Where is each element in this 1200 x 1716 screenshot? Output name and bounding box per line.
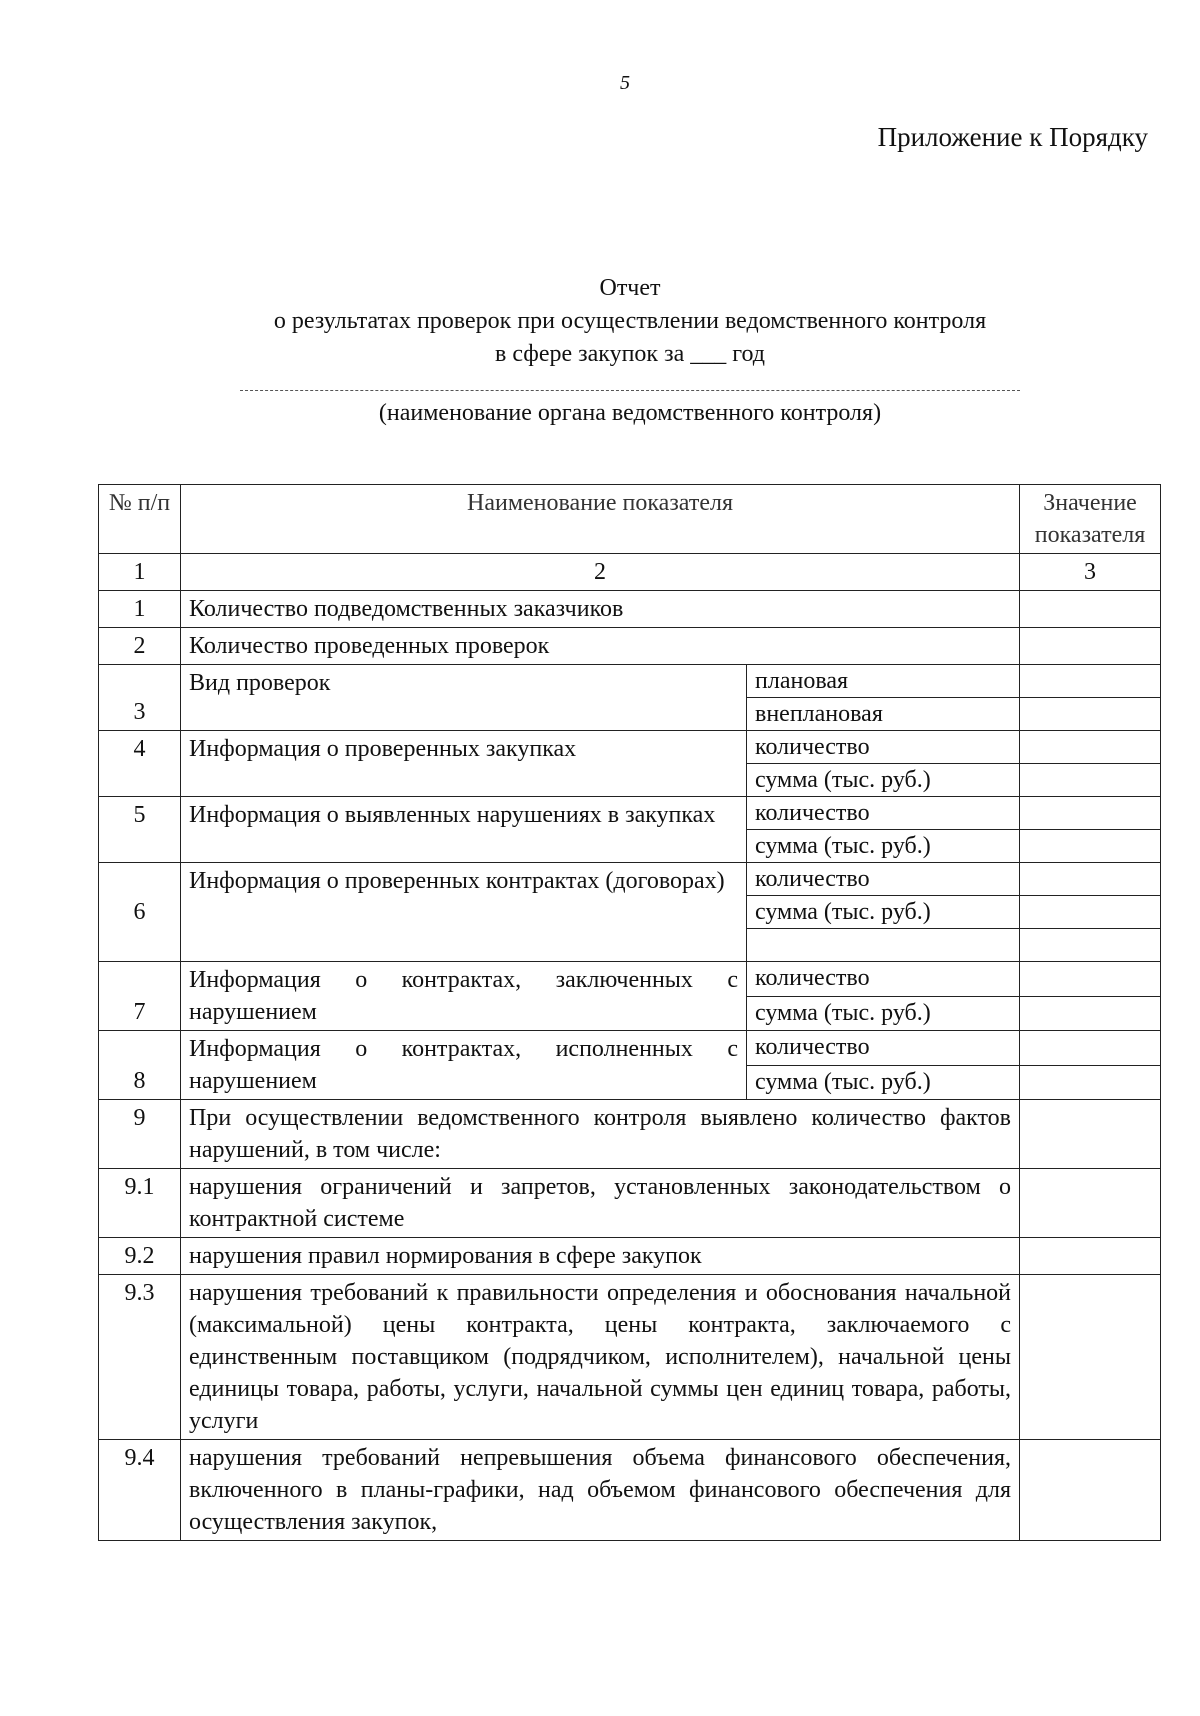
table-row [99,1238,1161,1275]
unit-empty [747,929,1020,962]
row-value[interactable] [1020,896,1161,929]
header-value: Значение показателя [1020,485,1161,554]
unit-sum: сумма (тыс. руб.) [747,764,1020,797]
table-row [99,1100,1161,1169]
table-row [99,797,1161,830]
row-name: Информация о проверенных контрактах (договорах) [181,863,747,962]
table-row [99,863,1161,896]
row-name: Количество подведомственных заказчиков [181,591,1020,628]
row-value[interactable] [1020,628,1161,665]
header-name: Наименование показателя [181,485,1020,554]
row-num: 8 [99,1031,181,1100]
row-value[interactable] [1020,1440,1161,1541]
col-number-3: 3 [1020,554,1161,591]
org-name-line [240,390,1020,391]
row-value[interactable] [1020,1238,1161,1275]
row-name: При осуществлении ведомственного контроля выявлено количество фактов нарушений, в том числе: [181,1100,1020,1169]
row-value[interactable] [1020,996,1161,1031]
appendix-label: Приложение к Порядку [877,122,1148,152]
table-row [99,1031,1161,1066]
row-num: 7 [99,962,181,1031]
table-row [99,1169,1161,1238]
row-value[interactable] [1020,1065,1161,1100]
row-value[interactable] [1020,731,1161,764]
row-value[interactable] [1020,665,1161,698]
row-num: 5 [99,797,181,863]
row-num: 9.2 [99,1238,181,1275]
row-value[interactable] [1020,797,1161,830]
table-row [99,1440,1161,1541]
row-num: 4 [99,731,181,797]
col-number-2: 2 [181,554,1020,591]
unit-sum: сумма (тыс. руб.) [747,1065,1020,1100]
unit-count: количество [747,797,1020,830]
table-row [99,962,1161,997]
row-value[interactable] [1020,1169,1161,1238]
table-header-row [99,485,1161,554]
unit-unplanned: внеплановая [747,698,1020,731]
unit-count: количество [747,1031,1020,1066]
row-value[interactable] [1020,764,1161,797]
org-caption: (наименование органа ведомственного контроля) [378,400,882,426]
row-name: Информация о контрактах, исполненных с нарушением [181,1031,747,1100]
row-name: нарушения правил нормирования в сфере закупок [181,1238,1020,1275]
row-num: 2 [99,628,181,665]
row-name: Вид проверок [181,665,747,731]
row-value[interactable] [1020,591,1161,628]
row-value[interactable] [1020,830,1161,863]
row-name: Информация о выявленных нарушениях в закупках [181,797,747,863]
table-row [99,731,1161,764]
row-value[interactable] [1020,929,1161,962]
row-name: нарушения ограничений и запретов, установленных законодательством о контрактной системе [181,1169,1020,1238]
col-number-1: 1 [99,554,181,591]
row-num: 9.3 [99,1275,181,1440]
table-row [99,665,1161,698]
row-num: 1 [99,591,181,628]
row-value[interactable] [1020,698,1161,731]
unit-sum: сумма (тыс. руб.) [747,830,1020,863]
row-num: 9 [99,1100,181,1169]
row-name: Количество проведенных проверок [181,628,1020,665]
unit-sum: сумма (тыс. руб.) [747,896,1020,929]
unit-count: количество [747,962,1020,997]
row-num: 6 [99,863,181,962]
table-row [99,1275,1161,1440]
row-name: нарушения требований непревышения объема финансового обеспечения, включенного в планы-графики, над объемом финансового обеспечения для осуществления закупок, [181,1440,1020,1541]
report-title [150,272,1110,371]
row-value[interactable] [1020,1275,1161,1440]
title-line-3: в сфере закупок за ___ год [495,341,765,367]
title-line-2: о результатах проверок при осуществлении ведомственного контроля [273,308,987,334]
unit-count: количество [747,863,1020,896]
header-num: № п/п [99,485,181,554]
unit-sum: сумма (тыс. руб.) [747,996,1020,1031]
row-num: 9.4 [99,1440,181,1541]
title-line-1: Отчет [599,275,661,301]
page-number: 5 [620,72,630,94]
row-name: Информация о контрактах, заключенных с нарушением [181,962,747,1031]
unit-planned: плановая [747,665,1020,698]
row-value[interactable] [1020,1100,1161,1169]
column-numbers-row [99,554,1161,591]
row-name: нарушения требований к правильности определения и обоснования начальной (максимальной) цены контракта, цены контракта, заключаемого с единственным поставщиком (подрядчиком, исполнителем), начальной цены единицы товара, работы, услуги, начальной суммы цен единиц товара, работы, услуги [181,1275,1020,1440]
row-value[interactable] [1020,863,1161,896]
table-row [99,591,1161,628]
row-name: Информация о проверенных закупках [181,731,747,797]
unit-count: количество [747,731,1020,764]
row-value[interactable] [1020,1031,1161,1066]
row-num: 9.1 [99,1169,181,1238]
row-num: 3 [99,665,181,731]
table-row [99,628,1161,665]
report-table [98,484,1161,1541]
row-value[interactable] [1020,962,1161,997]
